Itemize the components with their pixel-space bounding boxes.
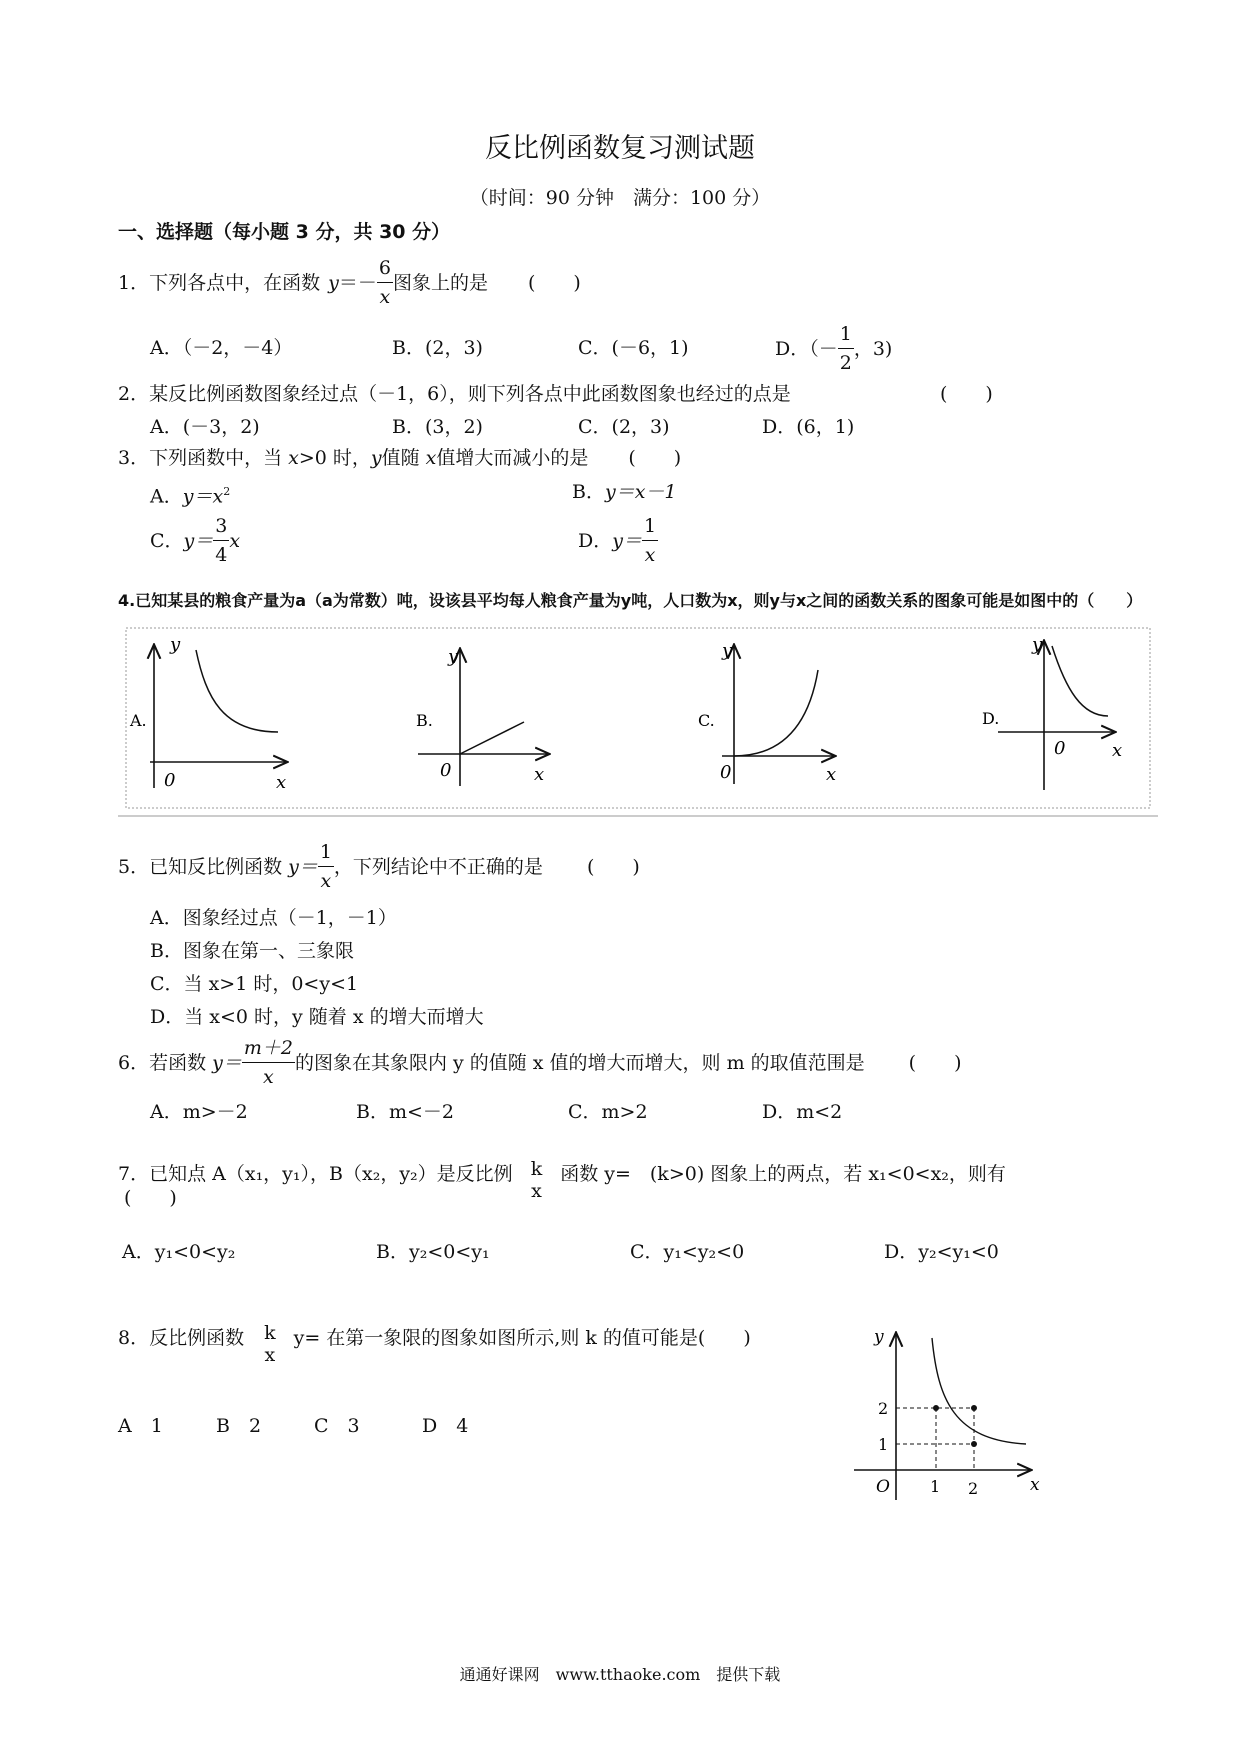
- q8-graph-tick-x1: 1: [930, 1477, 941, 1496]
- q1-option-d-num: 1: [838, 320, 854, 349]
- q3-option-b: [572, 480, 677, 504]
- question-2: [118, 382, 791, 406]
- q4-graph-d-origin: 0: [1054, 738, 1066, 759]
- question-7: [118, 1152, 1006, 1202]
- question-1: [118, 254, 581, 311]
- q3-text-mid2: 值随: [381, 447, 420, 469]
- q3-option-d-label: D．: [578, 529, 613, 552]
- q6-fraction-den: x: [263, 1066, 274, 1088]
- q3-text-post: 值增大而减小的是: [436, 447, 589, 469]
- q8-graph-tick-y2: 2: [878, 1399, 889, 1418]
- q5-option-a: A．图象经过点（－1，－1）: [150, 907, 397, 929]
- page-subtitle: （时间：90 分钟 满分：100 分）: [469, 187, 771, 209]
- q3-text-mid: >0 时，: [298, 447, 371, 469]
- q8-fraction-den: x: [264, 1344, 276, 1366]
- q7-fraction-den: x: [531, 1180, 542, 1202]
- q4-graph-a-label: A.: [130, 711, 147, 730]
- q4-graph-c-origin: 0: [720, 762, 732, 783]
- q7-fraction: [529, 1158, 545, 1202]
- q5-text-pre: 5．已知反比例函数: [118, 855, 283, 878]
- q1-fraction-num: 6: [377, 254, 393, 283]
- question-5: [118, 838, 640, 895]
- q4-graph-a-x-label: x: [276, 772, 287, 793]
- q4-graph-a-curve: [196, 650, 278, 732]
- q1-option-d-post: ，3): [853, 337, 893, 360]
- q3-option-a-label: A．: [150, 485, 183, 508]
- q4-graph-b: [416, 646, 548, 786]
- q4-graph-d-y-label: y: [1032, 634, 1043, 655]
- page-footer: 通通好课网 www.tthaoke.com 提供下载: [459, 1665, 781, 1684]
- q8-text-pre: 8．反比例函数: [118, 1327, 245, 1349]
- q1-option-d-pre: D．（－: [775, 337, 838, 360]
- q6-option-b: B．m<－2: [356, 1101, 454, 1123]
- section-heading: 一、选择题（每小题 3 分，共 30 分）: [118, 221, 451, 243]
- q4-graph-c-x-label: x: [826, 764, 837, 785]
- q3-option-b-fn: y＝x－1: [604, 481, 677, 503]
- q3-option-b-label: B．: [572, 481, 605, 503]
- q8-option-d: D 4: [422, 1415, 469, 1437]
- q3-option-c-fn: y＝: [183, 529, 214, 552]
- q4-graph-b-label: B.: [416, 711, 433, 730]
- q8-fraction-num: k: [264, 1322, 276, 1344]
- q6-option-a: A．m>－2: [150, 1101, 248, 1123]
- q2-option-d: D．(6，1): [762, 416, 855, 438]
- question-8: [118, 1316, 751, 1366]
- q8-option-c: C 3: [314, 1415, 360, 1437]
- q3-var-x1: x: [288, 447, 299, 469]
- q6-option-c: C．m>2: [568, 1101, 648, 1123]
- q2-text: 2．某反比例函数图象经过点（－1，6），则下列各点中此函数图象也经过的点是: [118, 383, 791, 405]
- q5-option-b: B．图象在第一、三象限: [150, 940, 354, 962]
- q5-fraction-num: 1: [318, 838, 334, 867]
- q8-option-a: A 1: [118, 1415, 163, 1437]
- q1-fraction: [377, 254, 393, 311]
- q8-graph-y-label: y: [874, 1327, 884, 1347]
- q3-option-a-sup: 2: [223, 485, 231, 498]
- q5-fn: y＝: [288, 855, 318, 878]
- q3-option-d: [578, 512, 658, 569]
- q1-text-pre: 1．下列各点中，在函数: [118, 271, 321, 294]
- q6-fn: y＝: [212, 1051, 242, 1074]
- q4-graph-d-label: D.: [982, 709, 1000, 728]
- q4-graph-b-origin: 0: [440, 760, 452, 781]
- q1-answer-paren: ( ): [527, 271, 581, 294]
- q8-graph-x-label: x: [1030, 1475, 1040, 1495]
- q6-text-pre: 6．若函数: [118, 1051, 207, 1074]
- q8-graph-tick-x2: 2: [968, 1479, 979, 1498]
- q4-graph-d: [982, 634, 1122, 790]
- q3-option-d-den: x: [644, 544, 656, 566]
- q3-option-d-fraction: [642, 512, 658, 569]
- q3-option-c-label: C．: [150, 529, 184, 552]
- q8-text-post: y= 在第一象限的图象如图所示,则 k 的值可能是( ): [293, 1327, 751, 1349]
- q3-option-d-num: 1: [642, 512, 658, 541]
- q4-graph-c-label: C.: [698, 711, 715, 730]
- q5-fraction: [318, 838, 334, 895]
- q4-graph-b-x-label: x: [534, 764, 545, 785]
- q6-fraction-num: m＋2: [242, 1034, 295, 1063]
- q2-answer-paren: ( ): [940, 383, 993, 405]
- q1-option-d-fraction: [838, 320, 854, 377]
- q5-text-post: ，下列结论中不正确的是: [333, 855, 543, 878]
- q5-fraction-den: x: [320, 870, 332, 892]
- q7-option-a: A．y₁<0<y₂: [122, 1241, 236, 1263]
- q6-fraction: [242, 1034, 295, 1091]
- q1-fraction-den: x: [379, 286, 391, 308]
- q7-text-pre: 7．已知点 A（x₁，y₁），B（x₂，y₂）是反比例: [118, 1163, 513, 1185]
- q3-option-d-fn: y＝: [612, 529, 642, 552]
- q1-fn-y: y: [328, 271, 339, 294]
- q8-graph-point-a: [933, 1405, 939, 1411]
- q6-text-post: 的图象在其象限内 y 的值随 x 值的增大而增大，则 m 的取值范围是: [294, 1051, 865, 1074]
- q2-option-c: C．(2，3): [578, 416, 670, 438]
- q3-var-x2: x: [425, 447, 437, 469]
- q1-option-b: B．(2，3): [392, 337, 483, 359]
- page-title: 反比例函数复习测试题: [485, 133, 755, 164]
- q8-graph-point-c: [971, 1441, 977, 1447]
- q7-option-c: C．y₁<y₂<0: [630, 1241, 745, 1263]
- q1-text-post: 图象上的是: [392, 271, 488, 294]
- q8-graph-origin: O: [876, 1477, 890, 1497]
- q4-graph-c: [698, 640, 836, 785]
- q3-option-a: [150, 480, 230, 508]
- q3-option-c-x: x: [229, 529, 241, 552]
- q7-fraction-num: k: [530, 1158, 543, 1180]
- q3-option-c-den: 4: [215, 544, 228, 566]
- q6-option-d: D．m<2: [762, 1101, 843, 1123]
- q3-option-a-fn: y＝x: [182, 485, 224, 508]
- q2-option-b: B．(3，2): [392, 416, 483, 438]
- q4-graph-d-curve: [1052, 646, 1108, 716]
- q3-var-y: y: [370, 447, 382, 469]
- q4-graphs-figure: [118, 620, 1158, 820]
- q7-option-d: D．y₂<y₁<0: [884, 1241, 999, 1263]
- q4-graph-a-y-label: y: [170, 634, 181, 655]
- q1-option-d: [775, 320, 892, 377]
- q5-answer-paren: ( ): [586, 855, 640, 878]
- q8-graph-point-b: [971, 1405, 977, 1411]
- q8-graph-tick-y1: 1: [878, 1435, 889, 1454]
- q7-answer-paren: ( ): [124, 1187, 177, 1209]
- q7-option-b: B．y₂<0<y₁: [376, 1241, 490, 1263]
- question-3: [118, 446, 681, 470]
- q3-option-c: [150, 512, 240, 569]
- q7-text-post: 函数 y= (k>0) 图象上的两点，若 x₁<0<x₂，则有: [560, 1163, 1006, 1185]
- question-6: [118, 1034, 961, 1091]
- q4-graph-a: [129, 634, 286, 793]
- q8-graph: [850, 1320, 1050, 1510]
- q6-answer-paren: ( ): [908, 1051, 962, 1074]
- q3-answer-paren: ( ): [628, 447, 682, 469]
- q1-option-c: C．(－6，1): [578, 337, 689, 359]
- q5-option-c: C．当 x>1 时，0<y<1: [150, 973, 359, 995]
- q8-fraction: [262, 1322, 278, 1366]
- q5-option-d: D．当 x<0 时，y 随着 x 的增大而增大: [150, 1006, 484, 1028]
- q4-graph-c-curve: [734, 670, 818, 756]
- q4-graph-b-line: [460, 722, 524, 754]
- question-4: 4.已知某县的粮食产量为a（a为常数）吨，设该县平均每人粮食产量为y吨，人口数为x，则y与x之间的函数关系的图象可能是如图中的（ ）: [118, 591, 1143, 610]
- q1-fn-eq: ＝－: [338, 271, 377, 294]
- q1-option-a: A．（－2，－4）: [150, 337, 293, 359]
- q3-option-c-fraction: [213, 512, 229, 569]
- q4-graph-b-y-label: y: [448, 646, 459, 667]
- q8-graph-curve: [932, 1338, 1026, 1444]
- q8-option-b: B 2: [216, 1415, 262, 1437]
- q4-graph-a-origin: 0: [164, 770, 176, 791]
- q3-option-c-num: 3: [213, 512, 229, 541]
- q2-option-a: A．(－3，2): [150, 416, 260, 438]
- q4-graph-c-y-label: y: [722, 640, 733, 661]
- q3-text-pre: 3．下列函数中，当: [118, 447, 283, 469]
- q4-graph-d-x-label: x: [1112, 740, 1123, 761]
- q1-option-d-den: 2: [839, 352, 852, 374]
